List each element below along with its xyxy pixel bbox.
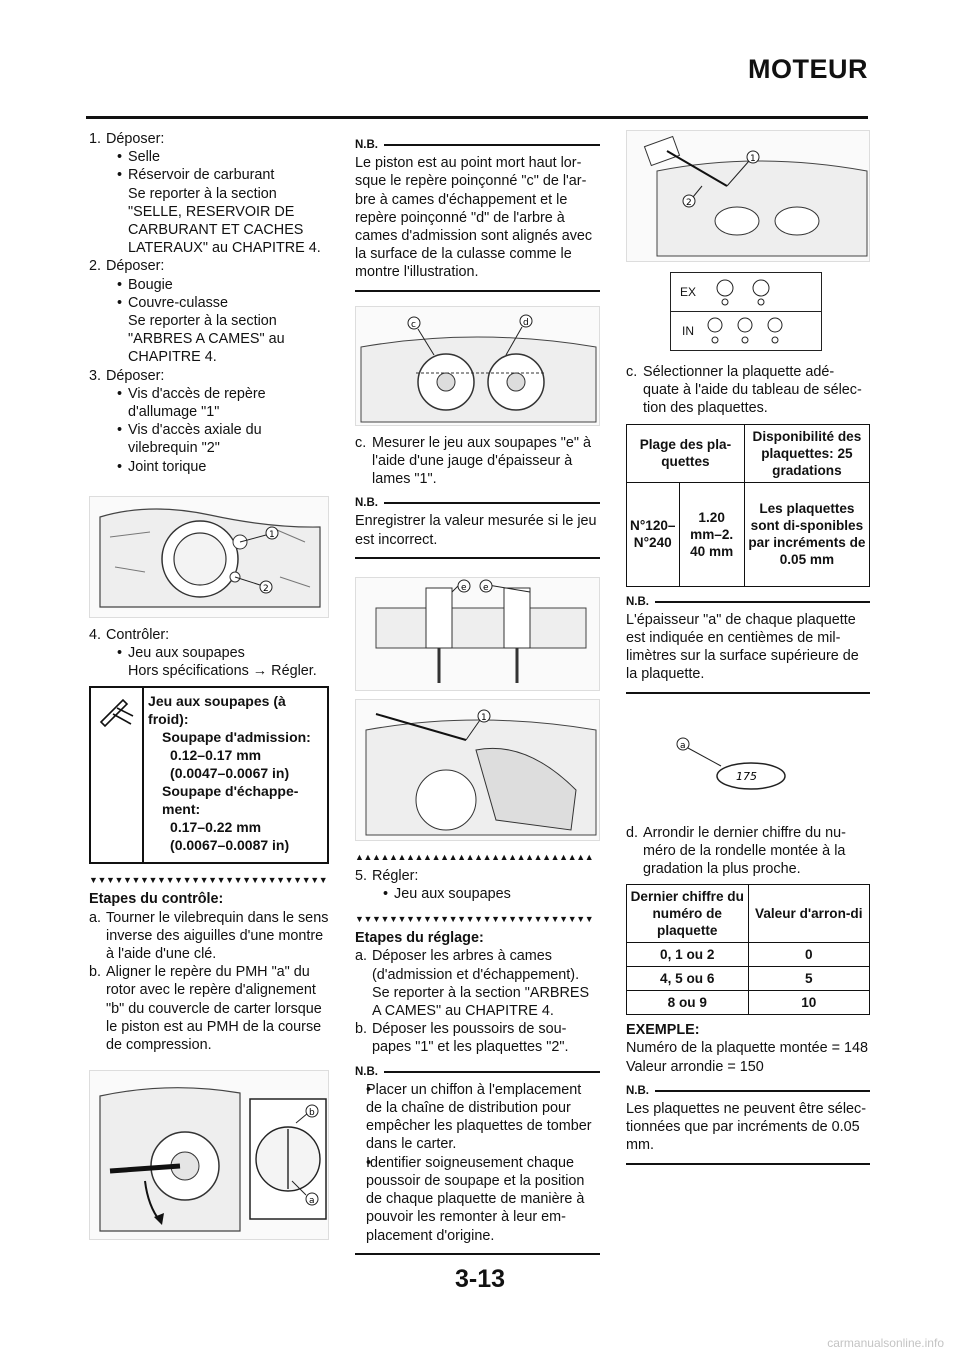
callout-b: b xyxy=(309,1108,315,1119)
out-of-spec-text: Hors spécifications → Régler. xyxy=(128,663,317,680)
table-cell: N°120–N°240 xyxy=(627,482,680,586)
step-2: 2. Déposer: • Bougie • Couvre-culasse Se reporter à la section "ARBRES A CAMES" au CHAPITRE 4. xyxy=(89,257,329,366)
column-3 xyxy=(626,130,870,1171)
table-cell: 4, 5 ou 6 xyxy=(627,967,749,991)
procedure-start-marker: ▼▼▼▼▼▼▼▼▼▼▼▼▼▼▼▼▼▼▼▼▼▼▼▼▼▼▼▼ xyxy=(355,914,594,925)
in-label: IN xyxy=(682,323,694,338)
note-end-rule xyxy=(355,290,600,292)
note-header: N.B. xyxy=(626,593,870,611)
feeler-gauge-illustration xyxy=(355,699,600,841)
note-text: Le piston est au point mort haut lor-sque le repère poinçonné "c" de l'ar-bre à cames d'échappement et le repère poinçonné "d" de l'arbre à cames d'admission sont alignés avec la surface de la culasse comme le montre l'illustration. xyxy=(355,155,593,281)
adjust-steps-title: Etapes du réglage: xyxy=(355,930,484,947)
check-step-b: b. Aligner le repère du PMH "a" du rotor avec le repère d'alignement "b" du couvercle de carter lorsque le piston est au PMH de la course de compression. xyxy=(89,964,322,1054)
note-bullet: • Placer un chiffon à l'emplacement de la chaîne de distribution pour empêcher les plaquettes de tomber dans le carter. xyxy=(355,1081,600,1154)
rotor-alignment-illustration xyxy=(89,1070,329,1240)
callout-a: a xyxy=(680,740,686,751)
note-header: N.B. xyxy=(355,494,600,512)
note-text: Enregistrer la valeur mesurée si le jeu est incorrect. xyxy=(355,513,597,548)
note-header: N.B. xyxy=(355,1063,600,1081)
arrow-right-icon: → xyxy=(252,663,268,680)
callout-e: e xyxy=(483,582,489,593)
note-text: L'épaisseur "a" de chaque plaquette est indiquée en centièmes de mil-limètres sur la surface supérieure de la plaquette. xyxy=(626,611,859,683)
spec-box xyxy=(89,686,329,864)
table-header: Plage des pla-quettes xyxy=(627,424,745,482)
step-4: 4. Contrôler: • Jeu aux soupapes Hors spécifications → Régler. xyxy=(89,626,329,681)
note-header: N.B. xyxy=(355,136,600,154)
step-3: 3. Déposer: • Vis d'accès de repère d'allumage "1" • Vis d'accès axiale du vilebrequin "2" • Joint torique xyxy=(89,367,329,476)
adjust-step-c: c. Sélectionner la plaquette adé-quate à l'aide du tableau de sélec-tion des plaquettes. xyxy=(626,364,862,417)
pad-illustration xyxy=(626,714,870,814)
callout-2: 2 xyxy=(686,198,692,208)
list-item: • Vis d'accès axiale du vilebrequin "2" xyxy=(106,421,329,457)
table-cell: 0 xyxy=(748,943,870,967)
valve-layout-diagram xyxy=(670,272,822,351)
callout-2: 2 xyxy=(263,583,269,594)
header-title: MOTEUR xyxy=(748,54,868,84)
page-number: 3-13 xyxy=(454,1265,506,1293)
list-item: • Jeu aux soupapes xyxy=(106,644,329,662)
callout-d: d xyxy=(523,317,529,328)
list-item: • Vis d'accès de repère d'allumage "1" xyxy=(106,385,329,421)
callout-1: 1 xyxy=(269,529,275,540)
list-item: • Bougie xyxy=(106,276,329,294)
step-5: 5. Régler: • Jeu aux soupapes xyxy=(355,867,600,903)
table-cell: 10 xyxy=(748,991,870,1015)
note-bullet: • Identifier soigneusement chaque poussoir de soupape et la position de chaque plaquette de manière à pouvoir les remonter à leur em-placement d'origine. xyxy=(355,1154,600,1245)
list-item: • Jeu aux soupapes xyxy=(372,885,600,903)
example-title: EXEMPLE: xyxy=(626,1022,700,1039)
engine-cover-illustration xyxy=(89,496,329,618)
list-item: • Couvre-culasse xyxy=(106,294,329,312)
column-1 xyxy=(89,130,329,1248)
table-header: Disponibilité des plaquettes: 25 gradations xyxy=(744,424,869,482)
check-step-a: a. Tourner le vilebrequin dans le sens inverse des aiguilles d'une montre à l'aide d'une clé. xyxy=(89,909,329,963)
table-cell: 0, 1 ou 2 xyxy=(627,943,749,967)
check-steps-title: Etapes du contrôle: xyxy=(89,891,224,908)
callout-1: 1 xyxy=(750,154,756,164)
reference-text: Se reporter à la section "ARBRES A CAMES" au CHAPITRE 4. xyxy=(372,984,590,1020)
ex-label: EX xyxy=(679,284,696,299)
note-end-rule xyxy=(626,692,870,694)
list-item: • Joint torique xyxy=(106,458,329,476)
example-line: Valeur arrondie = 150 xyxy=(626,1058,764,1075)
note-header: N.B. xyxy=(626,1082,870,1100)
step-1: 1. Déposer: • Selle • Réservoir de carburant Se reporter à la section "SELLE, RESERVOIR DE CARBURANT ET CACHES LATERAUX" au CHAPITRE 4. xyxy=(89,130,329,257)
header-rule xyxy=(86,116,868,119)
procedure-start-marker: ▼▼▼▼▼▼▼▼▼▼▼▼▼▼▼▼▼▼▼▼▼▼▼▼▼▼▼▼ xyxy=(89,875,328,886)
adjust-step-d: d. Arrondir le dernier chiffre du nu-méro de la rondelle montée à la gradation la plus proche. xyxy=(626,824,846,878)
example-line: Numéro de la plaquette montée = 148 xyxy=(626,1040,869,1057)
reference-text: Se reporter à la section "ARBRES A CAMES" au CHAPITRE 4. xyxy=(128,313,285,366)
list-item: • Réservoir de carburant xyxy=(106,166,329,184)
reference-text: Se reporter à la section "SELLE, RESERVOIR DE CARBURANT ET CACHES LATERAUX" au CHAPITRE 4. xyxy=(128,185,321,257)
valve-clearance-illustration xyxy=(355,577,600,691)
pad-selection-table xyxy=(626,424,870,587)
camshaft-marks-illustration xyxy=(355,306,600,426)
callout-1: 1 xyxy=(481,712,487,723)
table-cell: 8 ou 9 xyxy=(627,991,749,1015)
list-item: • Selle xyxy=(106,148,329,166)
table-cell: Les plaquettes sont di-sponibles par incréments de 0.05 mm xyxy=(744,482,869,586)
table-cell: 5 xyxy=(748,967,870,991)
watermark: carmanualsonline.info xyxy=(827,1336,944,1350)
note-text: Les plaquettes ne peuvent être sélec-tionnées que par incréments de 0.05 mm. xyxy=(626,1101,867,1154)
column-2 xyxy=(355,130,600,1261)
adjust-step-a: a. Déposer les arbres à cames (d'admission et d'échappement). Se reporter à la section "ARBRES A CAMES" au CHAPITRE 4. xyxy=(355,947,600,1020)
check-step-c: c. Mesurer le jeu aux soupapes "e" à l'aide d'une jauge d'épaisseur à lames "1". xyxy=(355,434,592,488)
pad-mark: 175 xyxy=(736,769,757,783)
callout-c: c xyxy=(411,319,416,330)
callout-e: e xyxy=(461,582,467,593)
callout-a: a xyxy=(309,1196,315,1207)
table-header: Dernier chiffre du numéro de plaquette xyxy=(627,885,749,943)
table-header: Valeur d'arron-di xyxy=(748,885,870,943)
spec-text: Jeu aux soupapes (à froid): Soupape d'admission: 0.12–0.17 mm (0.0047–0.0067 in) Soupape d'échappe-ment: 0.17–0.22 mm (0.0067–0.0087 in) xyxy=(148,693,311,854)
tappet-removal-illustration xyxy=(626,130,870,262)
feeler-gauge-icon xyxy=(91,688,144,862)
table-cell: 1.20 mm–2. 40 mm xyxy=(679,482,744,586)
note-end-rule xyxy=(355,557,600,559)
note-end-rule xyxy=(626,1163,870,1165)
rounding-table xyxy=(626,884,870,1015)
note-end-rule xyxy=(355,1253,600,1255)
procedure-end-marker: ▲▲▲▲▲▲▲▲▲▲▲▲▲▲▲▲▲▲▲▲▲▲▲▲▲▲▲▲ xyxy=(355,851,594,862)
adjust-step-b: b. Déposer les poussoirs de sou-papes "1" et les plaquettes "2". xyxy=(355,1021,569,1056)
